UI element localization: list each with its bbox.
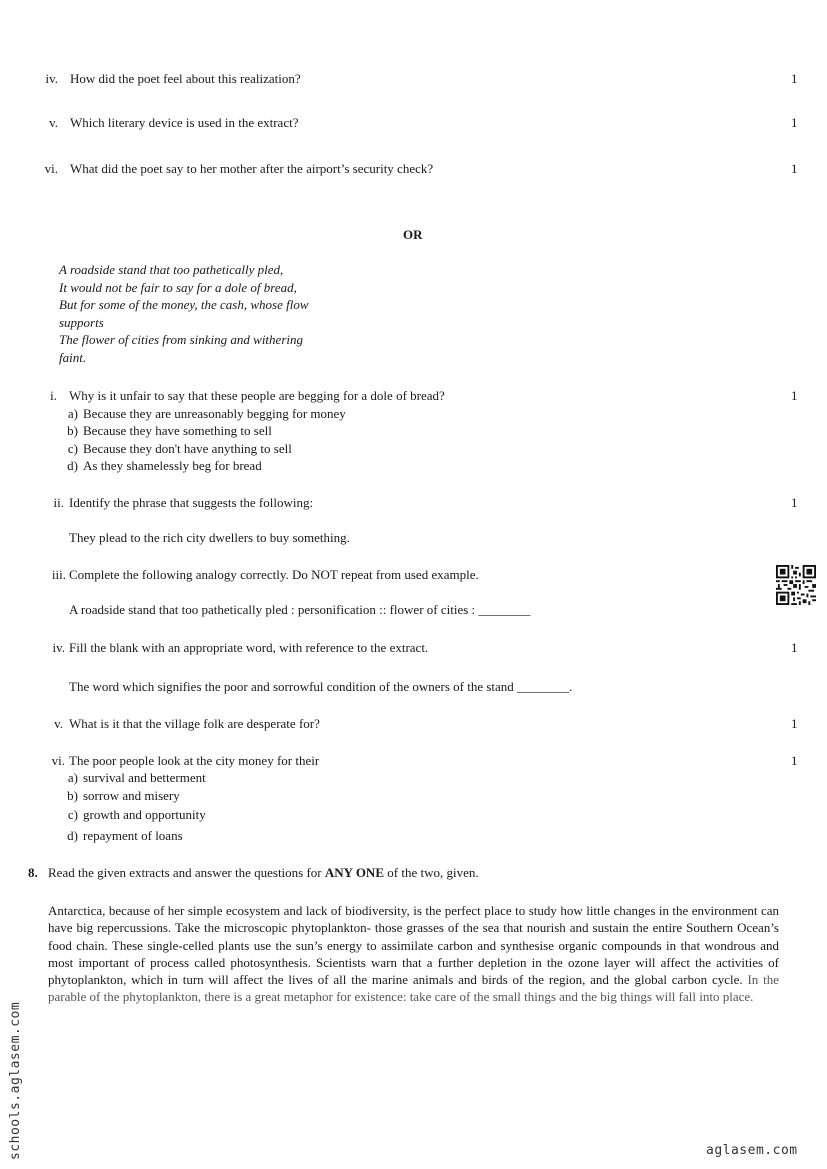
question-text: What did the poet say to her mother after the airport’s security check?: [70, 161, 434, 176]
question-text: What is it that the village folk are desperate for?: [69, 716, 320, 731]
q-number: iii.: [51, 567, 66, 582]
question-subtext: A roadside stand that too pathetically pled : personification :: flower of cities : ________: [69, 602, 531, 617]
option: c) Because they don't have anything to sell: [67, 441, 292, 456]
q-number: iv.: [52, 640, 65, 655]
question-text: Which literary device is used in the extract?: [70, 115, 299, 130]
poem-line: It would not be fair to say for a dole of bread,: [59, 279, 297, 295]
option: b) sorrow and misery: [67, 788, 180, 803]
poem-line: supports: [59, 314, 104, 330]
option: d) repayment of loans: [67, 828, 183, 843]
question-mark: 1: [791, 388, 798, 403]
question-text: Read the given extracts and answer the questions for ANY ONE of the two, given.: [48, 865, 479, 880]
question-mark: 1: [791, 640, 798, 655]
question-text: How did the poet feel about this realization?: [70, 71, 301, 86]
question-text: Why is it unfair to say that these people are begging for a dole of bread?: [69, 388, 445, 403]
question-text: Identify the phrase that suggests the following:: [69, 495, 314, 510]
q-number: iv.: [45, 71, 58, 86]
option: a) survival and betterment: [67, 770, 206, 785]
option: c) growth and opportunity: [67, 807, 206, 822]
or-divider: OR: [403, 227, 423, 242]
qr-code-icon: [776, 565, 816, 605]
side-watermark: schools.aglasem.com: [8, 1001, 23, 1160]
poem-line: The flower of cities from sinking and withering: [59, 332, 303, 348]
question-text: The poor people look at the city money for their: [69, 753, 320, 768]
q-number: i.: [50, 388, 57, 403]
poem-line: faint.: [59, 349, 87, 365]
question-text: Fill the blank with an appropriate word, with reference to the extract.: [69, 640, 429, 655]
option: d) As they shamelessly beg for bread: [67, 458, 262, 473]
question-mark: 1: [791, 495, 798, 510]
q-number: v.: [54, 716, 63, 731]
q-number: vi.: [51, 753, 65, 768]
question-mark: 1: [791, 161, 798, 176]
poem-line: But for some of the money, the cash, whose flow: [59, 297, 309, 313]
poem-extract: [59, 261, 309, 367]
question-subtext: The word which signifies the poor and sorrowful condition of the owners of the stand ________.: [69, 679, 573, 694]
question-mark: 1: [791, 71, 798, 86]
q-number: ii.: [53, 495, 64, 510]
question-subtext: They plead to the rich city dwellers to buy something.: [69, 530, 350, 545]
q-number: vi.: [44, 161, 58, 176]
question-mark: 1: [791, 115, 798, 130]
question-mark: 1: [791, 753, 798, 768]
option: a) Because they are unreasonably begging for money: [67, 406, 346, 421]
passage: Antarctica, because of her simple ecosystem and lack of biodiversity, is the perfect place to study how little changes in the environment can have big repercussions. Take the microscopic phytoplankton- those grasses of the sea that nourish and sustain the entire Southern Ocean’s food chain. These single-celled plants use the sun’s energy to assimilate carbon and synthesise organic compounds in that wondrous and most important of process called photosynthesis. Scientists warn that a further depletion in the ozone layer will affect the activities of phytoplankton, which in turn will affect the lives of all the marine animals and birds of the region, and the global carbon cycle. In the parable of the phytoplankton, there is a great metaphor for existence: take care of the small things and the big things will fall into place.: [48, 903, 779, 1005]
footer-watermark: aglasem.com: [706, 1143, 798, 1158]
question-text: Complete the following analogy correctly. Do NOT repeat from used example.: [69, 567, 479, 582]
poem-line: A roadside stand that too pathetically pled,: [59, 262, 284, 277]
q-number: 8.: [28, 865, 38, 880]
question-mark: 1: [791, 716, 798, 731]
option: b) Because they have something to sell: [67, 423, 272, 438]
q-number: v.: [49, 115, 58, 130]
